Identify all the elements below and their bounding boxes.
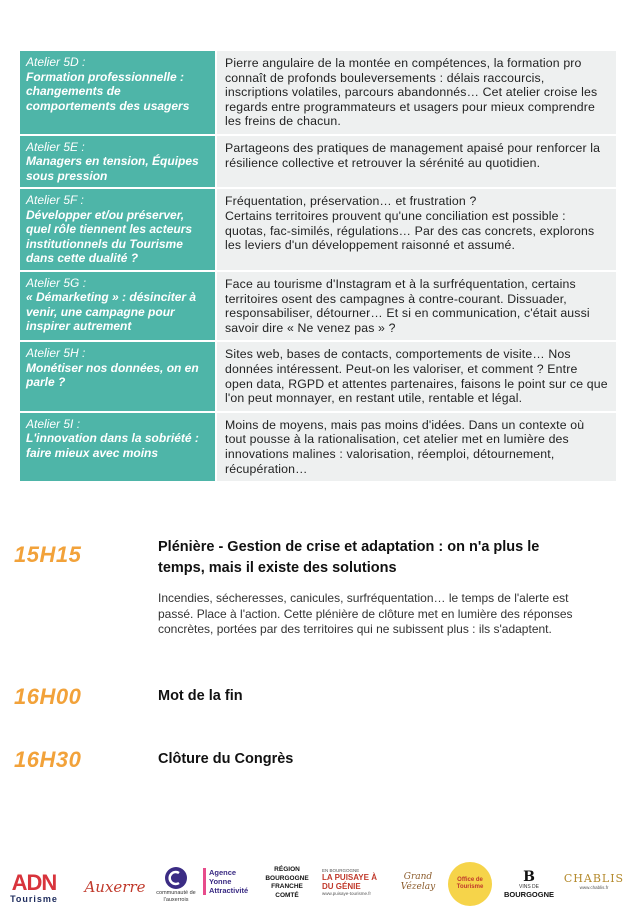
- agence-yonne-logo: [203, 868, 257, 895]
- atelier-code: Atelier 5H :: [26, 346, 86, 361]
- time-1600: 16H00: [14, 684, 82, 709]
- grand-vezelay-logo: [396, 872, 440, 892]
- atelier-label-cell: [20, 51, 217, 134]
- puisaye-logo: [322, 868, 390, 896]
- atelier-description: Pierre angulaire de la montée en compétences, la formation pro connaît de profonds bouleversements : délais raccourcis, inscriptions volatiles, parcours abandonnés… Cet atelier croise les regards entre programmateurs et usagers pour mieux comprendre les freins de chacun.: [225, 56, 598, 129]
- agence-yonne-label: Agence Yonne Attractivité: [209, 868, 249, 895]
- atelier-code: Atelier 5F :: [26, 193, 84, 208]
- atelier-code: Atelier 5I :: [26, 416, 81, 431]
- atelier-code: Atelier 5G :: [26, 275, 87, 290]
- session-title-mot-de-la-fin: Mot de la fin: [158, 688, 243, 704]
- auxerre-logo: [80, 878, 150, 896]
- office-tourisme-logo: [448, 862, 492, 906]
- atelier-code: Atelier 5E :: [26, 139, 85, 154]
- atelier-title: « Démarketing » : désinciter à venir, une campagne pour inspirer autrement: [26, 290, 197, 334]
- atelier-row: [20, 51, 616, 136]
- atelier-label-cell: [20, 342, 217, 410]
- session-title-plenary: Plénière - Gestion de crise et adaptation : on n'a plus le temps, mais il existe des solutions: [158, 539, 540, 576]
- atelier-desc-cell: [217, 413, 616, 481]
- ca-auxerrois-logo: [155, 866, 197, 903]
- time-1630: 16H30: [14, 747, 82, 772]
- ca-auxerrois-label: communauté de l'auxerrois: [156, 890, 196, 903]
- atelier-description: Moins de moyens, mais pas moins d'idées. Dans un contexte où tout pousse à la rationalisation, cet atelier met en lumière des innovations malines : valorisation, réemploi, détournement, récupération…: [225, 417, 585, 476]
- region-line-2: BOURGOGNE: [265, 874, 309, 882]
- atelier-title: Formation professionnelle : changements de comportements des usagers: [26, 69, 190, 113]
- chablis-url: www.chablis.fr: [579, 885, 609, 890]
- session-desc-plenary: Incendies, sécheresses, canicules, surfréquentation… le temps de l'alerte est passé. Place à l'action. Cette plénière de clôture met en lumière des réponses concrètes, portées par des territoires qui ne subissent plus : ils s'adaptent.: [158, 591, 573, 636]
- atelier-desc-cell: [217, 51, 616, 134]
- atelier-desc-cell: [217, 342, 616, 410]
- atelier-label-cell: [20, 136, 217, 188]
- atelier-code: Atelier 5D :: [26, 55, 86, 69]
- atelier-desc-cell: [217, 272, 616, 340]
- office-tourisme-label: Office de Tourisme: [456, 877, 484, 890]
- chablis-wordmark: CHABLIS: [563, 872, 625, 885]
- atelier-row: [20, 413, 616, 483]
- atelier-row: [20, 272, 616, 342]
- atelier-title: Développer et/ou préserver, quel rôle tiennent les acteurs institutionnels du Tourisme dans cette dualité ?: [26, 207, 193, 266]
- atelier-title: Monétiser nos données, on en parle ?: [26, 360, 199, 390]
- vins-bourgogne-logo: [500, 870, 558, 899]
- atelier-description: Partageons des pratiques de management apaisé pour renforcer la résilience collective et retrouver la sérénité au quotidien.: [225, 140, 601, 170]
- puisaye-url: www.puisaye-tourisme.fr: [322, 891, 372, 896]
- auxerre-wordmark: Auxerre: [84, 878, 146, 896]
- region-line-3: FRANCHE: [271, 883, 303, 890]
- grand-vezelay-wordmark: Grand Vézelay: [400, 872, 436, 892]
- atelier-title: Managers en tension, Équipes sous pression: [26, 154, 199, 183]
- time-1515: 15H15: [14, 542, 82, 567]
- adn-tourisme-logo: [6, 872, 62, 904]
- vins-top: VINS DE: [518, 884, 539, 890]
- region-bfc-logo: [258, 866, 316, 900]
- atelier-label-cell: [20, 413, 217, 481]
- atelier-label-cell: [20, 189, 217, 270]
- session-title-cloture: Clôture du Congrès: [158, 751, 294, 767]
- atelier-title: L'innovation dans la sobriété : faire mieux avec moins: [26, 431, 199, 460]
- vins-wordmark: BOURGOGNE: [503, 890, 554, 899]
- atelier-row: [20, 342, 616, 412]
- region-line-4: COMTÉ: [275, 891, 299, 899]
- atelier-description: Fréquentation, préservation… et frustration ? Certains territoires prouvent qu'une conciliation est possible : quotas, fac-similés, régulations… Par des cas concrets, explorons les leviers d'un développement raisonné et assumé.: [225, 194, 595, 253]
- adn-subtitle: Tourisme: [10, 894, 58, 904]
- partner-logos: [0, 860, 636, 915]
- chablis-logo: [562, 872, 626, 890]
- vins-bourgogne-b-icon: B: [523, 869, 535, 885]
- puisaye-top: EN BOURGOGNE: [322, 868, 360, 873]
- ca-auxerrois-emblem-icon: [164, 866, 188, 890]
- atelier-row: [20, 136, 616, 190]
- ateliers-table: [20, 51, 616, 483]
- atelier-row: [20, 189, 616, 272]
- atelier-description: Sites web, bases de contacts, comportements de visite… Nos données intéressent. Peut-on les valoriser, et comment ? Entre open data, RGPD et attentes partenaires, faisons le point sur ce que l'on peut monnayer, en restant utile, rentable et légal.: [225, 347, 608, 406]
- atelier-desc-cell: [217, 136, 616, 188]
- region-line-1: RÉGION: [274, 866, 300, 873]
- puisaye-wordmark: LA PUISAYE À DU GÉNIE: [322, 873, 377, 891]
- atelier-desc-cell: [217, 189, 616, 270]
- atelier-description: Face au tourisme d'Instagram et à la surfréquentation, certains territoires osent des campagnes à contre-courant. Dissuader, responsabiliser, détourner… Et si en communication, c'était aussi savoir dire « Ne venez pas » ?: [225, 276, 590, 335]
- adn-wordmark: ADN: [11, 870, 57, 895]
- atelier-label-cell: [20, 272, 217, 340]
